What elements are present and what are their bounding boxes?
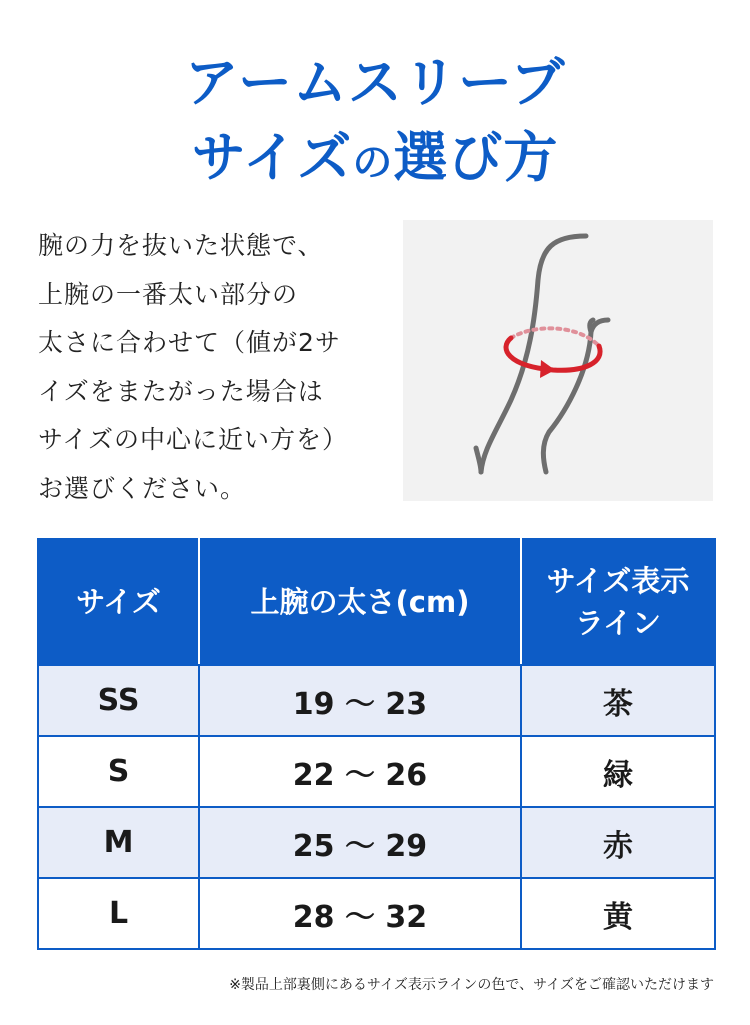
table-header-row (38, 539, 715, 665)
cell-line-color: 黄 (521, 878, 715, 949)
title-size-text: サイズ (191, 126, 353, 189)
cell-line-color: 茶 (521, 665, 715, 736)
table-row (38, 665, 715, 736)
page-title-line2 (0, 125, 750, 196)
size-table (37, 538, 716, 950)
intro-line: お選びください。 (38, 473, 247, 503)
intro-text (38, 222, 388, 513)
footnote: ※製品上部裏側にあるサイズ表示ラインの色で、サイズをご確認いただけます (229, 977, 714, 993)
header-upper-arm: 上腕の太さ(cm) (199, 539, 521, 665)
intro-line: 腕の力を抜いた状態で、 (38, 231, 324, 260)
tape-arrow-icon (540, 360, 555, 378)
intro-line: 太さに合わせて（値が2サ (38, 328, 341, 357)
cell-size: M (38, 807, 199, 878)
cell-range: 19 〜 23 (199, 665, 521, 736)
tape-back-dotted (511, 328, 599, 346)
title-choose-text: 選び方 (393, 126, 559, 189)
intro-line: 上腕の一番太い部分の (38, 279, 299, 309)
header-size-line (521, 539, 715, 665)
cell-size: SS (38, 665, 199, 736)
cell-size: L (38, 878, 199, 949)
cell-line-color: 赤 (521, 807, 715, 878)
table-row (38, 878, 715, 949)
table-row (38, 736, 715, 807)
header-size: サイズ (38, 539, 199, 665)
title-particle-text: の (352, 140, 394, 186)
arm-outline-left (481, 236, 586, 472)
header-size-line-text-2: ライン (574, 606, 662, 640)
cell-range: 22 〜 26 (199, 736, 521, 807)
cell-range: 28 〜 32 (199, 878, 521, 949)
table-row (38, 807, 715, 878)
cell-line-color: 緑 (521, 736, 715, 807)
arm-measurement-icon (403, 220, 713, 501)
arm-outline-left-end (476, 448, 481, 472)
intro-line: イズをまたがった場合は (38, 376, 324, 406)
page-title-line1: アームスリーブ (184, 51, 566, 114)
header-size-line-text-1: サイズ表示 (546, 564, 690, 598)
arm-measurement-illustration (403, 220, 713, 501)
cell-size: S (38, 736, 199, 807)
intro-line: サイズの中心に近い方を） (38, 425, 349, 454)
cell-range: 25 〜 29 (199, 807, 521, 878)
